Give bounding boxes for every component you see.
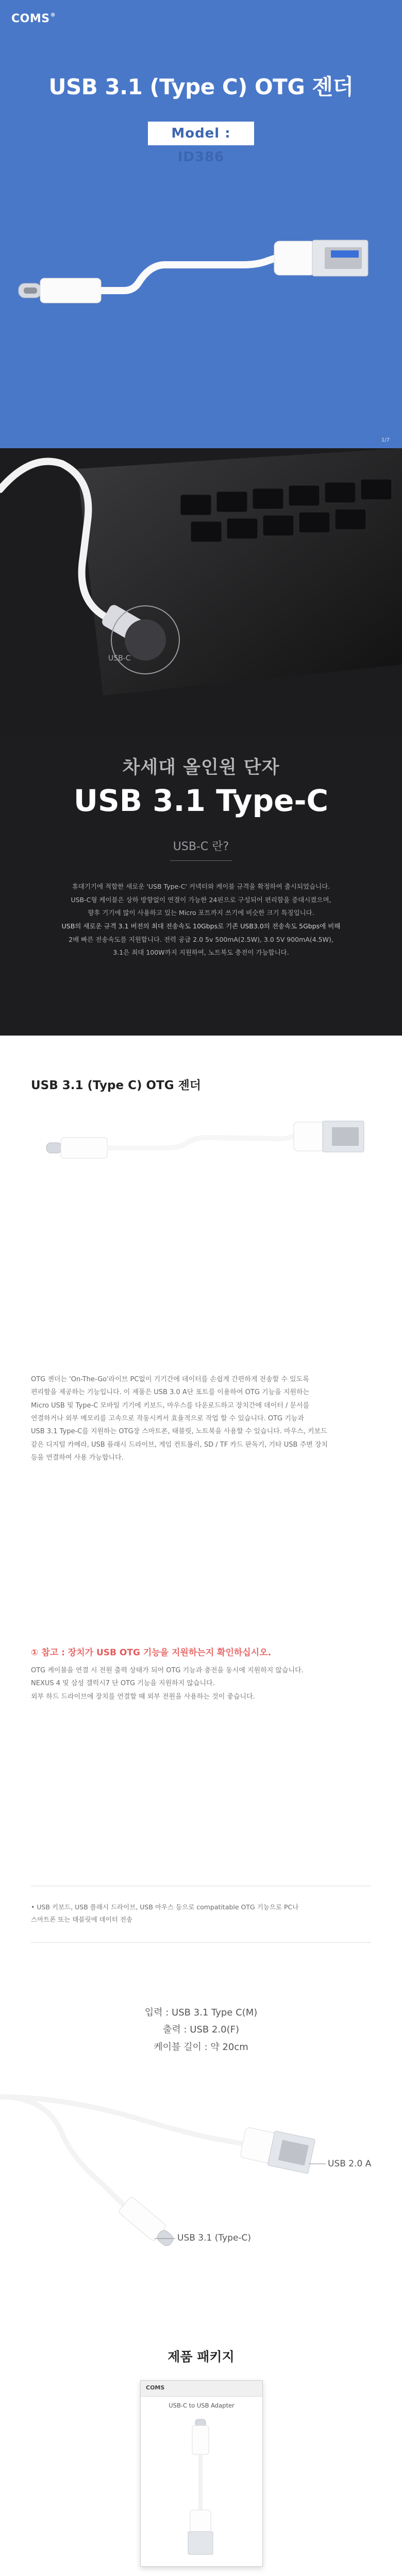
- feature-description: [31, 880, 371, 959]
- feature-section: [0, 448, 402, 1036]
- feature-question: USB-C 란?: [173, 840, 229, 853]
- notice-line: OTG 케이블을 연결 시 전원 출력 상태가 되어 OTG 기능과 충전을 동시에 지원하지 않습니다.: [31, 1667, 304, 1674]
- spec-cable-length: 케이블 길이 : 약 20cm: [154, 2041, 248, 2053]
- box-text: USB-C to USB Adapter: [169, 2402, 234, 2409]
- product-image: [31, 1113, 371, 1267]
- box-brand: COMS: [146, 2384, 165, 2391]
- desc-line: USB-C형 케이블은 상하 방향없이 연결이 가능한 24핀으로 구성되어 편리함을 증대시켰으며,: [71, 895, 331, 904]
- brand-logo: COMS®: [11, 12, 56, 25]
- bullet-line: • USB 키보드, USB 플래시 드라이브, USB 마우스 등으로 compatitable OTG 기능으로 PC나: [31, 1903, 299, 1911]
- package-title: 제품 패키지: [167, 2349, 234, 2364]
- divider: [31, 1942, 371, 1943]
- usbc-label: USB 3.1 (Type-C): [177, 2233, 252, 2243]
- usage-bullet: [31, 1901, 371, 1926]
- notice-line: 외부 하드 드라이브에 장치를 연결할 때 외부 전원을 사용하는 것이 좋습니다.: [31, 1692, 255, 1701]
- package-header: [141, 2381, 262, 2397]
- desc-line: 향후 기기에 많이 사용하고 있는 Micro 포트까지 쓰기에 비슷한 크기 특징입니다.: [88, 909, 314, 917]
- model-badge: Model : ID386: [148, 122, 254, 145]
- divider: [170, 860, 232, 861]
- product-section-title: USB 3.1 (Type C) OTG 젠더: [31, 1079, 202, 1092]
- intro-line: Micro USB 및 Type-C 모바일 기기에 키보드, 마우스를 다운로드하고 장치간에 데이터 / 문서를: [31, 1401, 310, 1410]
- laptop-usbc-image: [0, 448, 402, 737]
- intro-line: 같은 디지털 카메라, USB 플래시 드라이브, 게임 컨트롤러, SD / TF 카드 판독기, 기타 USB 주변 장치: [31, 1440, 328, 1449]
- specs-section: [0, 2004, 402, 2576]
- product-title: USB 3.1 (Type C) OTG 젠더: [48, 74, 354, 99]
- hero-section: [0, 0, 402, 448]
- usb2-label: USB 2.0 A: [328, 2159, 372, 2169]
- intro-line: OTG 젠더는 'On-The-Go'라이브 PC없이 기기간에 데이터를 손쉽게 간편하게 전송할 수 있도록: [31, 1376, 309, 1383]
- intro-line: 편리함을 제공하는 기능입니다. 이 제품은 USB 3.0 A단 포트를 이용하여 OTG 기능을 지원하는: [31, 1388, 310, 1397]
- intro-line: 연결하거나 외부 메모리를 고속으로 작동시켜서 효율적으로 작업 할 수 있습니다. OTG 기능과: [31, 1415, 304, 1423]
- otg-notice-title: ① 참고 : 장치가 USB OTG 기능을 지원하는지 확인하십시오.: [31, 1648, 272, 1658]
- feature-headline: USB 3.1 Type-C: [73, 783, 329, 818]
- intro-line: 등을 연결하여 사용 가능합니다.: [31, 1454, 124, 1462]
- desc-line: 휴대기기에 적합한 새로운 'USB Type-C' 커넥터와 케이블 규격을 확정하여 출시되었습니다.: [72, 883, 330, 890]
- page-number: 1/7: [381, 437, 390, 443]
- spec-output: 출력 : USB 2.0(F): [163, 2024, 239, 2036]
- product-intro: [31, 1373, 371, 1464]
- otg-cable-image: [0, 155, 402, 422]
- package-box: [140, 2380, 263, 2567]
- bullet-line: 스마트폰 또는 태블릿에 데이터 전송: [31, 1916, 133, 1924]
- package-product-image: [141, 2414, 262, 2558]
- usbc-port-label: USB-C: [108, 654, 131, 663]
- desc-line: 3.1은 최대 100W까지 지원하여, 노트북도 충전이 가능합니다.: [113, 948, 289, 957]
- feature-subtitle: 차세대 올인원 단자: [122, 757, 280, 778]
- desc-line: USB의 새로운 규격 3.1 버전의 최대 전송속도 10Gbps로 기존 USB3.0의 전송속도 5Gbps에 비해: [61, 922, 341, 930]
- spec-list: [0, 2004, 402, 2056]
- desc-line: 2배 빠른 전송속도를 지원합니다. 전력 공급 2.0 5v 500mA(2.5W), 3.0 5V 900mA(4.5W),: [69, 935, 333, 943]
- spec-input: 입력 : USB 3.1 Type C(M): [144, 2007, 258, 2018]
- notice-line: NEXUS 4 및 삼성 갤럭시7 단 OTG 기능을 지원하지 않습니다.: [31, 1680, 215, 1688]
- otg-notice-body: [31, 1664, 371, 1703]
- product-section: [0, 1036, 402, 2004]
- intro-line: USB 3.1 Type-C를 지원하는 OTG장 스마트폰, 태블릿, 노트북을 사용할 수 있습니다. 마우스, 키보드: [31, 1428, 327, 1436]
